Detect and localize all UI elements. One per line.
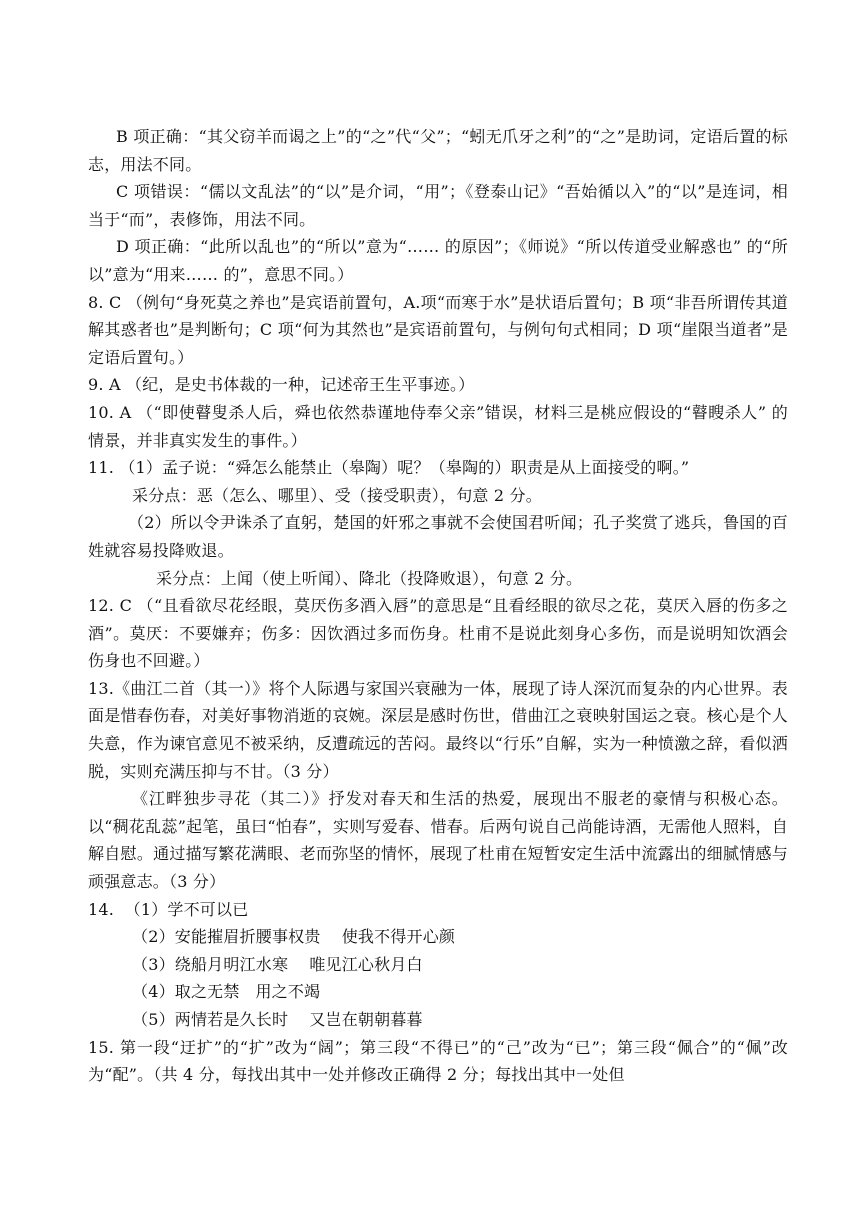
answer-14-line-1: 14. （1）学不可以已 xyxy=(88,899,249,919)
answer-7-option-b: B 项正确：“其父窃羊而谒之上”的“之”代“父”；“蚓无爪牙之利”的“之”是助词，定语后置的标志，用法不同。 xyxy=(88,127,788,174)
answer-11-part-1: 11. （1）孟子说：“舜怎么能禁止（皋陶）呢？（皋陶的）职责是从上面接受的啊。” xyxy=(88,458,690,478)
answer-10: 10. A （“即使瞽叟杀人后，舜也依然恭谨地侍奉父亲”错误，材料三是桃应假设的“瞽瞍杀人” 的情景，并非真实发生的事件。） xyxy=(88,402,788,450)
answer-8: 8. C （例句“身死莫之养也”是宾语前置句，A.项“而寒于水”是状语后置句；B 项“非吾所谓传其道解其惑者也”是判断句；C 项“何为其然也”是宾语前置句，与例句句式相同；D 项“崖限当道者”是定语后置句。） xyxy=(88,292,788,367)
answer-14-line-5: （5）两情若是久长时 又岂在朝朝暮暮 xyxy=(132,1010,423,1029)
answer-9: 9. A （纪，是史书体裁的一种，记述帝王生平事迹。） xyxy=(88,375,475,395)
answer-14-line-2: （2）安能摧眉折腰事权贵 使我不得开心颜 xyxy=(132,927,456,947)
answer-7-option-d: D 项正确：“此所以乱也”的“所以”意为“…… 的原因”；《师说》“所以传道受业解惑也” 的“所以”意为“用来…… 的”，意思不同。） xyxy=(88,237,788,284)
answer-12: 12. C （“且看欲尽花经眼，莫厌伤多酒入唇”的意思是“且看经眼的欲尽之花，莫厌入唇的伤多之酒”。莫厌：不要嫌弃；伤多：因饮酒过多而伤身。杜甫不是说此刻身心多伤，而是说明知饮酒会伤身也不回避。） xyxy=(88,596,788,671)
answer-15: 15. 第一段“迂扩”的“扩”改为“阔”；第三段“不得已”的“己”改为“已”；第三段“佩合”的“佩”改为“配”。（共 4 分，每找出其中一处并修改正确得 2 分；每找出其中一处但 xyxy=(88,1037,788,1085)
answer-7-option-c: C 项错误：“儒以文乱法”的“以”是介词，“用”；《登泰山记》“吾始循以入”的“以”是连词，相当于“而”，表修饰，用法不同。 xyxy=(88,182,788,229)
answer-11-part-2-scoring: 采分点：上闻（使上听闻）、降北（投降败退），句意 2 分。 xyxy=(156,568,583,588)
answer-page xyxy=(88,123,788,1089)
answer-13-poem-2: 《江畔独步寻花（其二）》抒发对春天和生活的热爱，展现出不服老的豪情与积极心态。以“稠花乱蕊”起笔，虽曰“怕春”，实则写爱春、惜春。后两句说自己尚能诗酒，无需他人照料，自解自慰。通过描写繁花满眼、老而弥坚的情怀，展现了杜甫在短暂安定生活中流露出的细腻情感与顽强意志。（3 分） xyxy=(88,789,788,892)
answer-11-part-2: （2）所以令尹诛杀了直躬，楚国的奸邪之事就不会使国君听闻；孔子奖赏了逃兵，鲁国的百姓就容易投降败退。 xyxy=(88,513,788,560)
answer-13-poem-1: 13.《曲江二首（其一）》将个人际遇与家国兴衰融为一体，展现了诗人深沉而复杂的内心世界。表面是惜春伤春，对美好事物消逝的哀婉。深层是感时伤世，借曲江之衰映射国运之衰。核心是个人失意，作为谏官意见不被采纳，反遭疏远的苦闷。最终以“行乐”自解，实为一种愤激之辞，看似洒脱，实则充满压抑与不甘。（3 分） xyxy=(88,678,788,781)
answer-14-line-4: （4）取之无禁 用之不竭 xyxy=(132,982,321,1002)
answer-11-part-1-scoring: 采分点：恶（怎么、哪里）、受（接受职责），句意 2 分。 xyxy=(132,485,542,505)
answer-14-line-3: （3）绕船月明江水寒 唯见江心秋月白 xyxy=(132,954,423,974)
